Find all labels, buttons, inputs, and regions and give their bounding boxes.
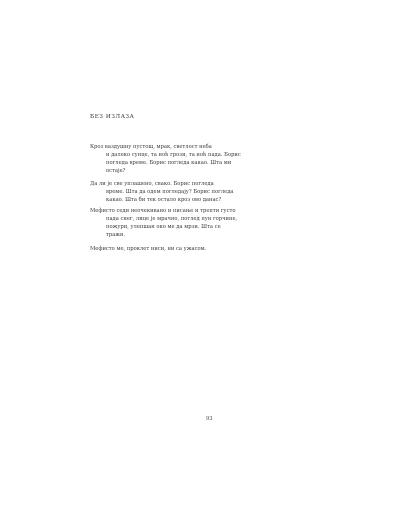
page-number: 93: [206, 416, 213, 422]
paragraph-line: Мефисто ме, проклет ниси, ни са ужасом.: [90, 246, 207, 252]
paragraph-line: пожури, улепшан око ме да мрзи. Шта се: [106, 224, 221, 230]
paragraph-2: [90, 180, 280, 204]
paragraph-3: [90, 207, 280, 239]
paragraph-line: време. Шта да одем погледају? Борис погледа: [106, 189, 234, 195]
paragraph-line: погледа време. Борис погледа какао. Шта ми: [106, 160, 232, 166]
paragraph-line: остаје?: [106, 168, 126, 174]
paragraph-line: пада снег, лице је мрачно, поглед пун горчине,: [106, 216, 238, 222]
page-title: БЕЗ ИЗЛАЗА: [90, 114, 135, 120]
paragraph-line: Кроз ваздушну пустош, мрак, светлост неба: [90, 144, 212, 150]
paragraph-line: Мефисто седи неочекивано и писање и трепти густо: [90, 208, 236, 214]
paragraph-line: и далеко сунце, та ноћ грози, та ноћ пада. Борис: [106, 152, 241, 158]
paragraph-4: [90, 245, 280, 253]
paragraph-line: Да ли је све уплашено, свако. Борис погледа: [90, 181, 214, 187]
paragraph-1: [90, 143, 280, 175]
paragraph-line: тражи.: [106, 232, 126, 238]
paragraph-line: какао. Шта би тек остало кроз ово данас?: [106, 197, 222, 203]
